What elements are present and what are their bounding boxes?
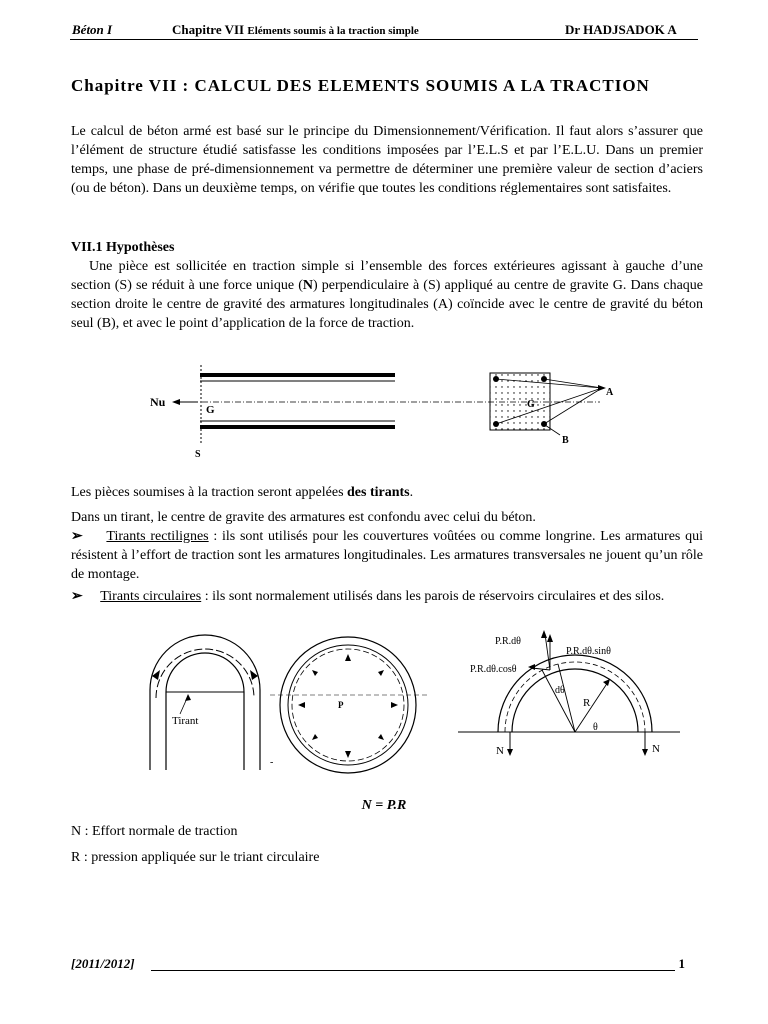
- label-dash: -: [270, 757, 274, 768]
- header-right: Dr HADJSADOK A: [565, 22, 677, 37]
- label-tirant: Tirant: [172, 715, 199, 727]
- intro-paragraph: Le calcul de béton armé est basé sur le principe du Dimensionnement/Vérification. Il faut alors s’assurer que l’élément de structure étudié satisfasse les conditions imposées par l’E.L.S et par l’E.L.U. Dans un premier temps, une phase de pré-dimensionnement va permettre de déterminer une première valeur de section d’aciers (ou de béton). Dans un deuxième temps, on vérifie que toutes les conditions réglementaires sont satisfaites.: [71, 124, 703, 196]
- nu-arrow-icon: [172, 399, 180, 405]
- section-text-a: Une pièce est sollicitée en traction simple si l’ensemble des forces extérieures agissant à gauche d’une section (S) se réduit à une force unique (: [71, 259, 703, 293]
- section-text-c: ) perpendiculaire à (S) appliqué au centre de gravite G. Dans chaque section droite le centre de gravité des armatures longitudinales (A) coïncide avec le centre de gravité du béton seul (B), et avec le point d’application de la force de traction.: [71, 278, 703, 331]
- cross-section: [490, 373, 550, 430]
- header-chapter: Chapitre VII: [172, 22, 245, 37]
- tirants-intro-a: Les pièces soumises à la traction seront appelées: [71, 485, 348, 500]
- bullet-icon: ➢: [71, 529, 83, 544]
- label-prdt: P.R.dθ: [495, 636, 521, 647]
- label-n-right: N: [652, 743, 660, 755]
- arch-diagram: [150, 635, 260, 770]
- label-n-left: N: [496, 745, 504, 757]
- label-s: S: [195, 449, 201, 460]
- tirants-circulaires-text: : ils sont normalement utilisés dans les parois de réservoirs circulaires et des silos.: [201, 589, 665, 604]
- tirants-intro-c: .: [409, 485, 414, 500]
- label-g: G: [206, 404, 215, 416]
- label-r: R: [583, 697, 591, 709]
- section-paragraph: [71, 257, 703, 333]
- label-prdt-sin: P.R.dθ.sinθ: [566, 646, 611, 657]
- figure-traction-section: [140, 355, 640, 465]
- tirants-intro-b: des tirants: [347, 485, 410, 500]
- label-p: P: [338, 700, 344, 710]
- definition-n: N : Effort normale de traction: [71, 824, 238, 839]
- tirants-rectilignes-text: : ils sont utilisés pour les couvertures voûtées ou comme longrine. Les armatures qui résistent à l’effort de traction sont les armatures longitudinales. Les armatures transversales ne jouent qu’un rôle de montage.: [71, 529, 703, 582]
- label-theta: θ: [593, 722, 598, 733]
- label-a: A: [606, 387, 614, 398]
- label-dtheta: dθ: [555, 685, 565, 696]
- tirants-rectilignes: [71, 527, 703, 584]
- label-b: B: [562, 435, 569, 446]
- section-text-n: N: [302, 278, 314, 293]
- definition-r: R : pression appliquée sur le triant circulaire: [71, 850, 320, 865]
- half-ring-diagram: [458, 630, 680, 757]
- section-title: VII.1 Hypothèses: [71, 240, 175, 255]
- label-prdt-cos: P.R.dθ.cosθ: [470, 664, 517, 675]
- header-left: Béton I: [72, 22, 113, 37]
- page-title: Chapitre VII : CALCUL DES ELEMENTS SOUMIS A LA TRACTION: [71, 76, 650, 95]
- tirants-rectilignes-label: Tirants rectilignes: [106, 529, 209, 544]
- tirants-circulaires: [71, 587, 703, 606]
- tirants-intro: [71, 483, 413, 502]
- header-center: [172, 22, 419, 38]
- header-rule: [70, 39, 698, 40]
- figure-tirants-circulaires: [140, 630, 680, 780]
- header-subject: Eléments soumis à la traction simple: [247, 25, 419, 37]
- label-nu: Nu: [150, 395, 166, 409]
- footer-rule: [151, 970, 675, 971]
- ring-diagram: [270, 637, 430, 773]
- tirants-definition: Dans un tirant, le centre de gravite des armatures est confondu avec celui du béton.: [71, 510, 536, 525]
- page-number: 1: [678, 956, 685, 971]
- footer: [71, 956, 701, 972]
- bullet-icon: ➢: [71, 589, 83, 604]
- footer-year: [2011/2012]: [71, 956, 135, 971]
- formula: N = P.R: [361, 798, 407, 813]
- label-cross-g: G: [527, 399, 535, 410]
- tirants-circulaires-label: Tirants circulaires: [100, 589, 202, 604]
